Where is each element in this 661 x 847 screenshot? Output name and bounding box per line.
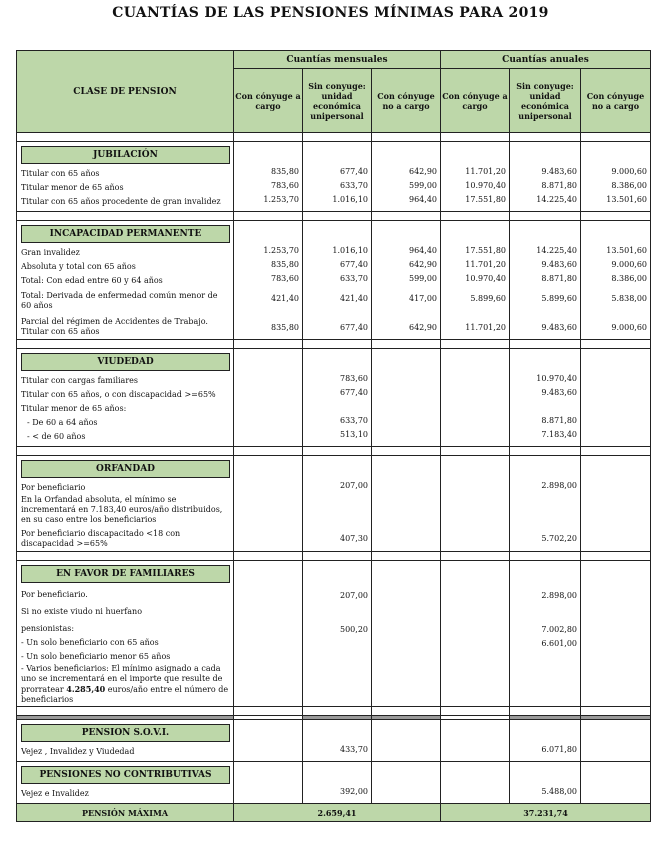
row-label [21,664,230,704]
separator [17,447,651,456]
cell-value: 407,30 [340,534,368,543]
cell-value: 633,70 [340,181,368,190]
incapacidad-col-2 [303,221,372,340]
header-anuales: Cuantías anuales [441,51,651,69]
cell-value: 783,60 [340,374,368,383]
jubilacion-labels [17,142,234,212]
cell-value: 14.225,40 [536,246,577,255]
jubilacion-col-2 [303,142,372,212]
cell-value: 1.016,10 [332,246,368,255]
separator [17,552,651,561]
familiares-labels [17,561,234,707]
nc-col-6 [581,762,651,804]
nc-col-2 [303,762,372,804]
cell-value: 835,80 [271,167,299,176]
cell-value: 9.000,60 [611,260,647,269]
cell-value: 2.898,00 [541,591,577,600]
section-heading-sovi: PENSION S.O.V.I. [21,724,230,742]
cell-value: 11.701,20 [465,167,506,176]
cell-value: 642,90 [409,167,437,176]
jubilacion-col-1 [234,142,303,212]
section-heading-jubilacion: JUBILACIÓN [21,146,230,164]
cell-value: 7.183,40 [541,430,577,439]
cell-value: 964,40 [409,246,437,255]
row-label-part: - Varios beneficiarios: El mínimo asignado a cada uno se incrementará en el importe que resulte de prorratear [21,664,223,694]
row-label: Titular menor de 65 años [21,183,124,192]
cell-value: 14.225,40 [536,195,577,204]
orfandad-col-6 [581,456,651,552]
header-a-no-cargo: Con cónyuge no a cargo [581,69,651,133]
cell-value: 433,70 [340,745,368,754]
cell-value: 633,70 [340,274,368,283]
orfandad-col-5 [510,456,581,552]
cell-value: 1.016,10 [332,195,368,204]
sovi-col-3 [372,720,441,762]
viudedad-col-1 [234,349,303,447]
cell-value: 8.871,80 [541,181,577,190]
pension-maxima-anual: 37.231,74 [441,804,651,822]
cell-value: 417,00 [409,294,437,303]
familiares-col-2 [303,561,372,707]
familiares-col-4 [441,561,510,707]
cell-value: 2.898,00 [541,481,577,490]
cell-value: 5.702,20 [541,534,577,543]
row-label: Titular con 65 años, o con discapacidad >=65% [21,390,216,399]
header-clase: CLASE DE PENSION [17,51,234,133]
section-orfandad [17,456,651,552]
section-heading-familiares: EN FAVOR DE FAMILIARES [21,565,230,583]
header-m-no-cargo: Con cónyuge no a cargo [372,69,441,133]
cell-value: 964,40 [409,195,437,204]
viudedad-col-6 [581,349,651,447]
separator [17,340,651,349]
cell-value: 207,00 [340,481,368,490]
incapacidad-col-1 [234,221,303,340]
row-label: - < de 60 años [27,432,86,441]
header-row-1 [17,51,651,69]
sovi-col-4 [441,720,510,762]
cell-value: 677,40 [340,260,368,269]
separator [17,212,651,221]
section-familiares [17,561,651,707]
row-label: Por beneficiario. [21,590,88,599]
section-heading-no-contributivas: PENSIONES NO CONTRIBUTIVAS [21,766,230,784]
incapacidad-col-3 [372,221,441,340]
viudedad-labels [17,349,234,447]
cell-value: 6.071,80 [541,745,577,754]
cell-value: 6.601,00 [541,639,577,648]
cell-value: 5.899,60 [470,294,506,303]
row-label: Total: Derivada de enfermedad común menor de 60 años [21,291,218,310]
row-label: Titular con 65 años procedente de gran invalidez [21,197,221,206]
cell-value: 421,40 [340,294,368,303]
jubilacion-col-5 [510,142,581,212]
cell-value: 642,90 [409,323,437,332]
nc-col-1 [234,762,303,804]
row-label: Por beneficiario [21,483,86,492]
familiares-col-1 [234,561,303,707]
incapacidad-col-5 [510,221,581,340]
incapacidad-col-4 [441,221,510,340]
viudedad-col-4 [441,349,510,447]
header-a-sin-conyuge: Sin conyuge: unidad económica unipersonal [510,69,581,133]
cell-value: 7.002,80 [541,625,577,634]
sovi-col-2 [303,720,372,762]
cell-value: 633,70 [340,416,368,425]
section-no-contributivas [17,762,651,804]
cell-value: 17.551,80 [465,195,506,204]
cell-value: 513,10 [340,430,368,439]
cell-value: 17.551,80 [465,246,506,255]
cell-value: 599,00 [409,181,437,190]
cell-value: 13.501,60 [606,246,647,255]
section-sovi [17,720,651,762]
header-a-con-conyuge: Con cónyuge a cargo [441,69,510,133]
orfandad-col-2 [303,456,372,552]
cell-value: 9.483,60 [541,167,577,176]
pensions-table [16,50,651,822]
row-label: Por beneficiario discapacitado <18 con discapacidad >=65% [21,529,181,548]
page-title: CUANTÍAS DE LAS PENSIONES MÍNIMAS PARA 2019 [112,5,549,21]
pension-maxima-mensual: 2.659,41 [234,804,441,822]
row-label: Vejez e Invalidez [21,789,89,798]
cell-value: 835,80 [271,323,299,332]
nc-col-3 [372,762,441,804]
header-m-sin-conyuge: Sin conyuge: unidad económica unipersonal [303,69,372,133]
row-label: Total: Con edad entre 60 y 64 años [21,276,163,285]
cell-value: 207,00 [340,591,368,600]
row-label: Titular con 65 años [21,169,100,178]
separator [17,133,651,142]
jubilacion-col-6 [581,142,651,212]
nc-col-5 [510,762,581,804]
section-heading-incapacidad: INCAPACIDAD PERMANENTE [21,225,230,243]
cell-value: 8.871,80 [541,274,577,283]
nc-col-4 [441,762,510,804]
cell-value: 677,40 [340,167,368,176]
cell-value: 500,20 [340,625,368,634]
jubilacion-col-4 [441,142,510,212]
row-label: - Un solo beneficiario con 65 años [21,638,159,647]
cell-value: 8.386,00 [611,181,647,190]
sovi-col-5 [510,720,581,762]
cell-value: 13.501,60 [606,195,647,204]
row-label: pensionistas: [21,624,75,633]
cell-value: 642,90 [409,260,437,269]
row-label: Parcial del régimen de Accidentes de Trabajo. Titular con 65 años [21,317,208,336]
cell-value: 9.000,60 [611,167,647,176]
incapacidad-col-6 [581,221,651,340]
row-label: Absoluta y total con 65 años [21,262,136,271]
row-label-part: euros/año entre el número de beneficiarios [21,685,229,704]
row-label: Vejez , Invalidez y Viudedad [21,747,135,756]
row-label: - Un solo beneficiario menor 65 años [21,652,171,661]
section-incapacidad [17,221,651,340]
orfandad-col-3 [372,456,441,552]
cell-value: 10.970,40 [465,274,506,283]
header-mensuales: Cuantías mensuales [234,51,441,69]
cell-value: 9.000,60 [611,323,647,332]
section-heading-viudedad: VIUDEDAD [21,353,230,371]
familiares-col-3 [372,561,441,707]
cell-value: 677,40 [340,388,368,397]
familiares-col-5 [510,561,581,707]
cell-value: 8.386,00 [611,274,647,283]
sovi-col-1 [234,720,303,762]
cell-value: 10.970,40 [465,181,506,190]
section-viudedad [17,349,651,447]
orfandad-col-1 [234,456,303,552]
viudedad-col-5 [510,349,581,447]
incapacidad-labels [17,221,234,340]
cell-value: 10.970,40 [536,374,577,383]
header-m-con-conyuge: Con cónyuge a cargo [234,69,303,133]
cell-value: 783,60 [271,181,299,190]
cell-value: 835,80 [271,260,299,269]
row-label: Titular menor de 65 años: [21,404,127,413]
sovi-labels [17,720,234,762]
cell-value: 421,40 [271,294,299,303]
viudedad-col-3 [372,349,441,447]
row-label: Si no existe viudo ni huerfano [21,607,143,616]
cell-value [510,400,577,414]
cell-value: 9.483,60 [541,323,577,332]
cell-value: 8.871,80 [541,416,577,425]
cell-value: 783,60 [271,274,299,283]
row-pension-maxima [17,804,651,822]
no-contributivas-labels [17,762,234,804]
section-jubilacion [17,142,651,212]
cell-value: 9.483,60 [541,388,577,397]
cell-value: 1.253,70 [263,195,299,204]
cell-value: 11.701,20 [465,260,506,269]
row-label-amount: 4.285,40 [66,684,106,694]
cell-value: 1.253,70 [263,246,299,255]
row-label: En la Orfandad absoluta, el mínimo se incrementará en 7.183,40 euros/año distribuidos, en su caso entre los beneficiarios [21,495,223,524]
cell-value [303,400,368,414]
cell-value: 9.483,60 [541,260,577,269]
cell-value: 5.488,00 [541,787,577,796]
cell-value: 677,40 [340,323,368,332]
row-label: Gran invalidez [21,248,80,257]
row-label: Titular con cargas familiares [21,376,138,385]
orfandad-col-4 [441,456,510,552]
section-heading-orfandad: ORFANDAD [21,460,230,478]
separator [17,707,651,716]
viudedad-col-2 [303,349,372,447]
sovi-col-6 [581,720,651,762]
cell-value: 5.838,00 [611,294,647,303]
familiares-col-6 [581,561,651,707]
cell-value: 11.701,20 [465,323,506,332]
cell-value: 599,00 [409,274,437,283]
cell-value: 5.899,60 [541,294,577,303]
orfandad-labels [17,456,234,552]
cell-value: 392,00 [340,787,368,796]
row-label: - De 60 a 64 años [27,418,98,427]
jubilacion-col-3 [372,142,441,212]
pension-maxima-label: PENSIÓN MÁXIMA [17,804,234,822]
